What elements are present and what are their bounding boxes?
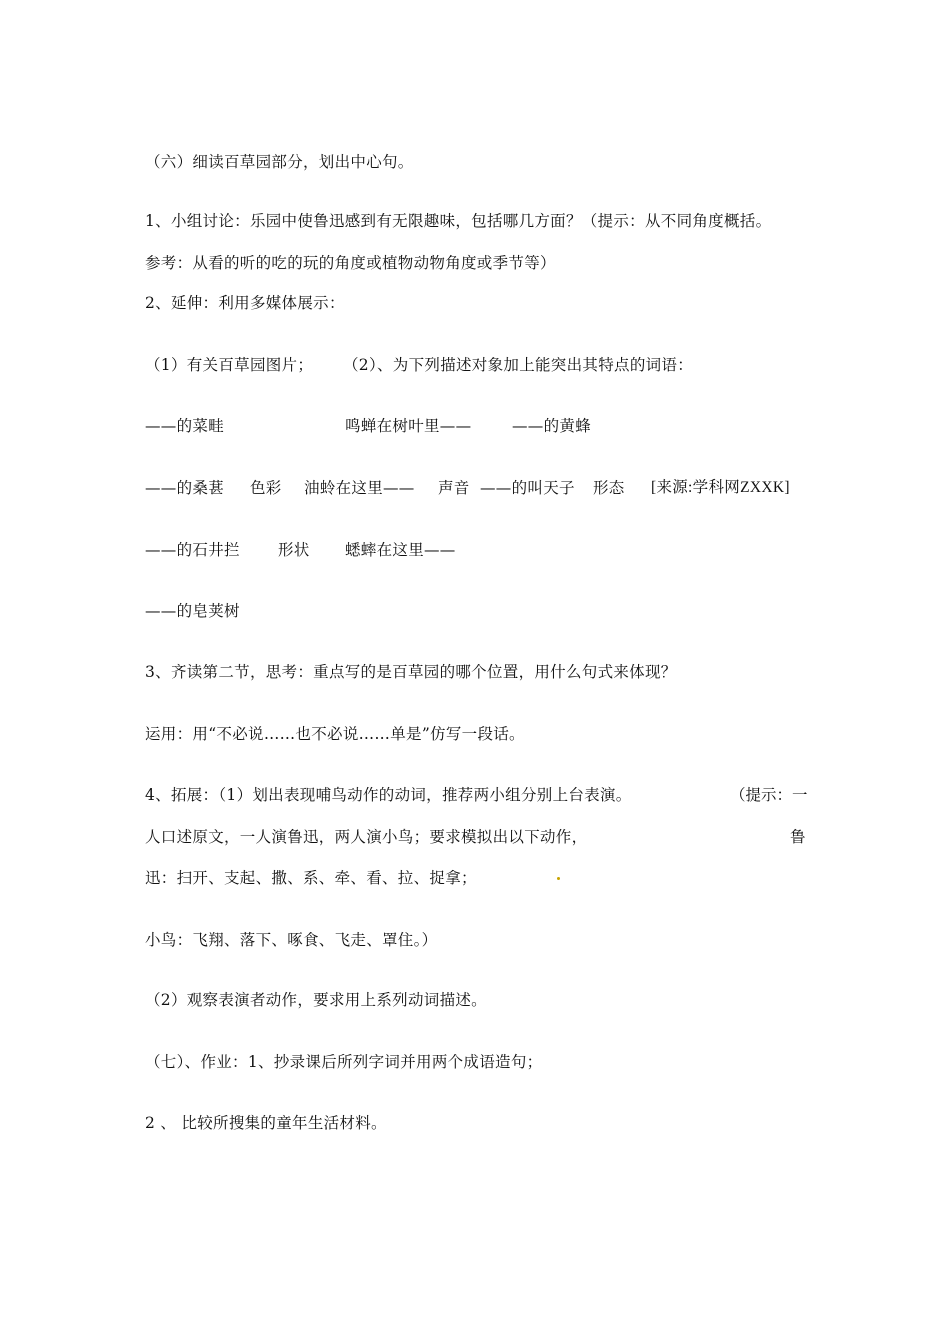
source-note: [来源:学科网ZXXK] bbox=[651, 479, 790, 496]
blank-oil-insect: 油蛉在这里—— bbox=[304, 479, 415, 497]
blank-mulberry: ——的桑葚 bbox=[145, 479, 225, 497]
item-3-apply: 运用：用“不必说……也不必说……单是”仿写一段话。 bbox=[145, 725, 525, 743]
sub-item-2: （2）、为下列描述对象加上能突出其特点的词语： bbox=[343, 356, 694, 374]
label-shape: 形状 bbox=[278, 541, 310, 559]
item-1-reference: 参考：从看的听的吃的玩的角度或植物动物角度或季节等） bbox=[145, 254, 556, 272]
blank-honey-locust: ——的皂荚树 bbox=[145, 602, 240, 620]
item-3-read: 3、齐读第二节，思考：重点写的是百草园的哪个位置，用什么句式来体现？ bbox=[145, 663, 677, 681]
item-4-hint-end: 鲁 bbox=[790, 828, 806, 846]
item-4-hint-body: 人口述原文，一人演鲁迅，两人演小鸟；要求模拟出以下动作， bbox=[145, 828, 588, 846]
sub-item-observe: （2）观察表演者动作，要求用上系列动词描述。 bbox=[145, 991, 487, 1009]
label-shape-form: 形态 bbox=[593, 479, 625, 497]
section-six-heading: （六）细读百草园部分，划出中心句。 bbox=[145, 153, 414, 171]
stray-mark bbox=[557, 877, 560, 880]
item-4-hint-start: （提示：一 bbox=[730, 786, 808, 804]
homework-2: 2 、 比较所搜集的童年生活材料。 bbox=[145, 1114, 387, 1132]
luxun-actions: 迅：扫开、支起、撒、系、牵、看、拉、捉拿； bbox=[145, 869, 477, 887]
sub-item-1: （1）有关百草园图片； bbox=[145, 356, 314, 374]
item-2-extension: 2、延伸：利用多媒体展示： bbox=[145, 294, 345, 312]
blank-skylark: ——的叫天子 bbox=[480, 479, 575, 497]
label-color: 色彩 bbox=[250, 479, 282, 497]
blank-wasp: ——的黄蜂 bbox=[512, 417, 592, 435]
bird-actions: 小鸟：飞翔、落下、啄食、飞走、罩住。） bbox=[145, 931, 438, 949]
blank-cicada: 鸣蝉在树叶里—— bbox=[345, 417, 472, 435]
blank-cricket: 蟋蟀在这里—— bbox=[345, 541, 456, 559]
item-1-discussion: 1、小组讨论：乐园中使鲁迅感到有无限趣味，包括哪几方面？（提示：从不同角度概括。 bbox=[145, 212, 772, 230]
blank-stone-well: ——的石井拦 bbox=[145, 541, 240, 559]
blank-vegetable-bed: ——的菜畦 bbox=[145, 417, 225, 435]
item-4-expansion: 4、拓展：（1）划出表现哺鸟动作的动词，推荐两小组分别上台表演。 bbox=[145, 786, 632, 804]
label-sound: 声音 bbox=[438, 479, 470, 497]
section-seven-homework: （七）、作业：1、抄录课后所列字词并用两个成语造句； bbox=[145, 1053, 543, 1071]
